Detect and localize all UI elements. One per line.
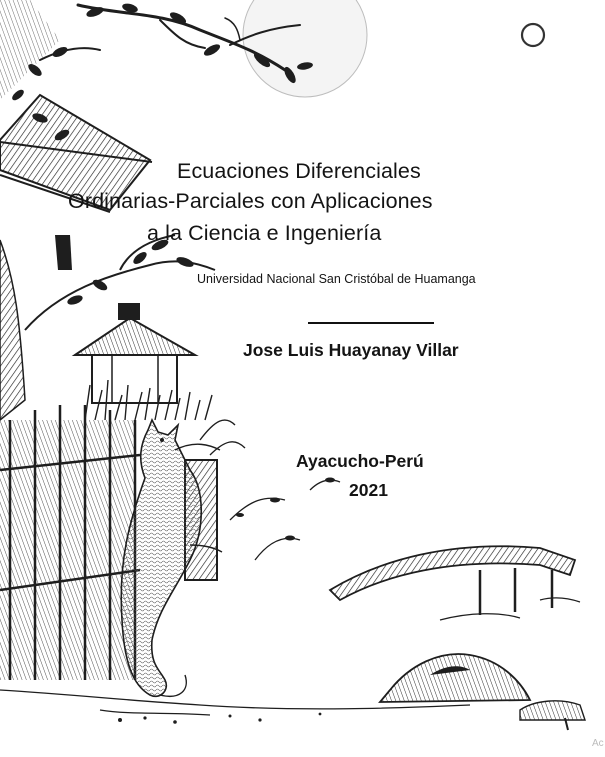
author-name: Jose Luis Huayanay Villar (243, 340, 459, 360)
plant-shape (230, 478, 340, 561)
tree-trunk-shape (0, 235, 72, 420)
title-line-2: Ordinarias-Parciales con Aplicaciones (68, 189, 433, 213)
university-name: Universidad Nacional San Cristóbal de Huamanga (197, 272, 476, 286)
bridge-shape (330, 546, 580, 620)
publication-place: Ayacucho-Perú (296, 451, 424, 471)
edge-rock-shape (520, 701, 585, 730)
lantern-shape (75, 303, 195, 403)
author-divider (308, 322, 434, 324)
title-line-3: a la Ciencia e Ingeniería (147, 221, 382, 245)
rock-shape (380, 654, 530, 702)
roof-shape (0, 0, 152, 212)
publication-year: 2021 (349, 480, 388, 500)
ring-mark-shape (522, 24, 544, 46)
moon-shape (243, 0, 367, 97)
title-line-1: Ecuaciones Diferenciales (177, 159, 421, 183)
corner-watermark-text: Ac (592, 738, 604, 749)
